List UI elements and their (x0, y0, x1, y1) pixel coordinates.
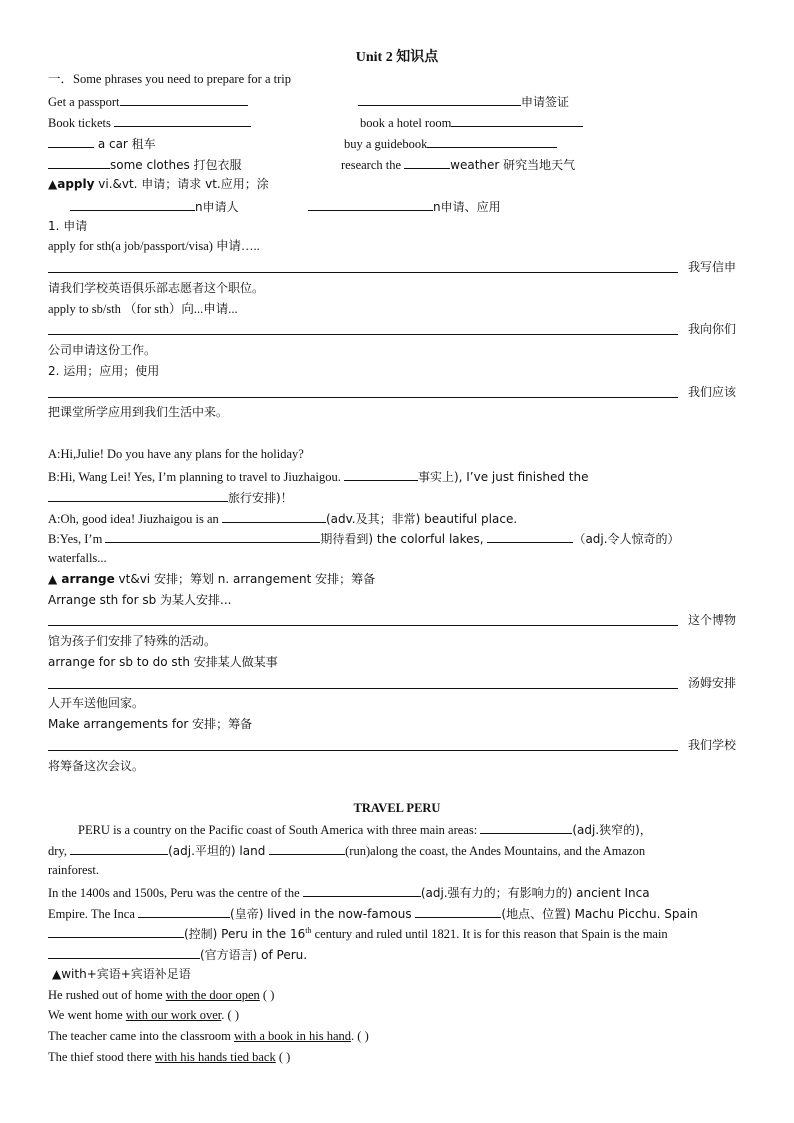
answer-blank[interactable] (451, 114, 583, 127)
answer-blank[interactable] (48, 489, 228, 502)
answer-blank[interactable] (480, 821, 572, 834)
answer-blank[interactable] (48, 135, 94, 148)
passage-line-4: In the 1400s and 1500s, Peru was the centre of the (adj.强有力的；有影响力的) ancient Inca (48, 886, 650, 900)
meaning-1: 1. 申请 (48, 219, 88, 233)
answer-line[interactable] (48, 613, 678, 626)
answer-blank[interactable] (120, 93, 248, 106)
answer-blank[interactable] (269, 842, 345, 855)
answer-blank[interactable] (48, 925, 184, 938)
answer-blank[interactable] (427, 135, 557, 148)
passage-line-3: rainforest. (48, 863, 100, 877)
with-heading: ▲with+宾语+宾语补足语 (52, 967, 191, 981)
exercise-prompt: 我向你们 (687, 322, 736, 336)
exercise-prompt: 我写信申 (687, 260, 736, 274)
passage-line-1: PERU is a country on the Pacific coast of South America with three main areas: (adj.狭窄的)， (78, 823, 652, 837)
apply-noun-2: n申请、应用 (308, 198, 501, 215)
exercise-prompt: 我们应该 (687, 385, 736, 399)
answer-blank[interactable] (70, 198, 195, 211)
exercise-prompt: 汤姆安排 (687, 676, 736, 690)
passage-line-6: (控制) Peru in the 16th century and ruled until 1821. It is for this reason that Spain is the main (48, 925, 668, 942)
exercise-prompt-cont: 公司申请这份工作。 (48, 343, 157, 357)
answer-blank[interactable] (358, 93, 521, 106)
exercise-prompt: 这个博物 (687, 613, 736, 627)
answer-blank[interactable] (114, 114, 251, 127)
arrange-heading: ▲ arrange vt&vi 安排；筹划 n. arrangement 安排；筹备 (48, 572, 376, 586)
answer-blank[interactable] (487, 530, 573, 543)
passage-line-2: dry, (adj.平坦的) land (run)along the coast, the Andes Mountains, and the Amazon (48, 844, 646, 858)
usage-apply-to: apply to sb/sth （for sth）向...申请... (48, 302, 238, 316)
usage-make-arrangements: Make arrangements for 安排；筹备 (48, 717, 253, 731)
phrase-row-1-left: Get a passport (48, 93, 248, 110)
phrase-row-2-left: Book tickets (48, 114, 251, 131)
usage-apply-for: apply for sth(a job/passport/visa) 申请….. (48, 239, 260, 253)
answer-blank[interactable] (308, 198, 433, 211)
answer-blank[interactable] (105, 530, 320, 543)
exercise-prompt: 我们学校 (687, 738, 736, 752)
answer-blank[interactable] (303, 884, 421, 897)
exercise-prompt-cont: 人开车送他回家。 (48, 696, 145, 710)
dialog-line-b1-cont: 旅行安排)！ (48, 489, 293, 506)
passage-line-5: Empire. The Inca (皇帝) lived in the now-famous (地点、位置) Machu Picchu. Spain (48, 907, 698, 921)
answer-line[interactable] (48, 260, 678, 273)
apply-noun-1: n申请人 (70, 198, 239, 215)
usage-arrange-for: Arrange sth for sb 为某人安排... (48, 593, 232, 607)
answer-blank[interactable] (48, 156, 110, 169)
answer-line[interactable] (48, 322, 678, 335)
exercise-prompt-cont: 将筹备这次会议。 (48, 759, 145, 773)
with-sentence-3: The teacher came into the classroom with a book in his hand. ( ) (48, 1029, 369, 1043)
with-sentence-1: He rushed out of home with the door open ( ) (48, 988, 275, 1002)
answer-line[interactable] (48, 676, 678, 689)
answer-blank[interactable] (70, 842, 168, 855)
dialog-line-b2: B:Yes, I’m 期待看到) the colorful lakes, （adj.令人惊奇的） (48, 532, 680, 546)
section-heading: 一．Some phrases you need to prepare for a trip (48, 72, 291, 86)
dialog-line-b1: B:Hi, Wang Lei! Yes, I’m planning to travel to Jiuzhaigou. 事实上), I’ve just finished the (48, 470, 589, 484)
answer-blank[interactable] (48, 946, 200, 959)
with-sentence-4: The thief stood there with his hands tied back ( ) (48, 1050, 291, 1064)
phrase-row-3-left: a car 租车 (48, 135, 156, 152)
answer-blank[interactable] (344, 468, 418, 481)
exercise-prompt-cont: 把课堂所学应用到我们生活中来。 (48, 405, 229, 419)
phrase-row-2-right: book a hotel room (360, 114, 583, 131)
dialog-line-b2-cont: waterfalls... (48, 551, 107, 565)
answer-blank[interactable] (404, 156, 450, 169)
passage-title: TRAVEL PERU (353, 801, 441, 815)
meaning-2: 2. 运用；应用；使用 (48, 364, 160, 378)
phrase-row-1-right: 申请签证 (358, 93, 569, 110)
exercise-prompt-cont: 请我们学校英语俱乐部志愿者这个职位。 (48, 281, 265, 295)
passage-line-7: (官方语言) of Peru. (48, 946, 307, 963)
page-title: Unit 2 知识点 (355, 50, 439, 65)
phrase-row-4-right: research the weather 研究当地天气 (341, 158, 576, 172)
answer-line[interactable] (48, 385, 678, 398)
phrase-row-3-right: buy a guidebook (344, 135, 557, 152)
phrase-row-4-left: some clothes 打包衣服 (48, 156, 242, 173)
answer-blank[interactable] (415, 905, 501, 918)
exercise-prompt-cont: 馆为孩子们安排了特殊的活动。 (48, 634, 217, 648)
usage-arrange-for-sb: arrange for sb to do sth 安排某人做某事 (48, 655, 278, 669)
answer-blank[interactable] (138, 905, 230, 918)
answer-line[interactable] (48, 738, 678, 751)
dialog-line-a2: A:Oh, good idea! Jiuzhaigou is an (adv.及其；非常) beautiful place. (48, 512, 518, 526)
answer-blank[interactable] (222, 510, 326, 523)
with-sentence-2: We went home with our work over. ( ) (48, 1008, 239, 1022)
dialog-line-a1: A:Hi,Julie! Do you have any plans for the holiday? (48, 447, 304, 461)
apply-heading: ▲apply vi.&vt. 申请；请求 vt.应用；涂 (48, 177, 269, 191)
